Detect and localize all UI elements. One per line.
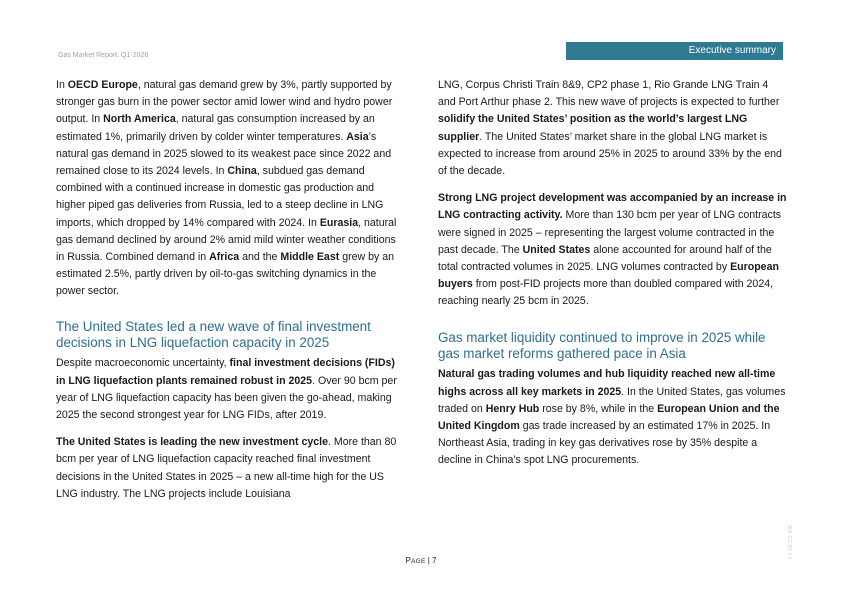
body-text: , natural gas demand grew by 3%, partly supported by stronger gas burn in the power sector amid lower wind and hydro power output. In bbox=[56, 79, 393, 126]
emphasis-text: solidify the United States’ position as the world’s largest LNG supplier bbox=[438, 113, 748, 143]
emphasis-text: OECD Europe bbox=[67, 79, 138, 91]
emphasis-text: final investment decisions (FIDs) in LNG liquefaction plants remained robust in 2025 bbox=[56, 357, 395, 387]
body-text: In bbox=[56, 79, 68, 91]
paragraph-regional-demand bbox=[56, 77, 406, 301]
section-title: Executive summary bbox=[688, 45, 776, 56]
paragraph-fids-robust bbox=[56, 355, 406, 424]
body-text: gas trade increased by an estimated 17% in 2025. In Northeast Asia, trading in key gas derivatives rose by 35% despite a decline in China’s spot LNG procurements. bbox=[438, 420, 771, 467]
body-text: from post-FID projects more than doubled compared with 2024, reaching nearly 25 bcm in 2025. bbox=[438, 278, 774, 308]
emphasis-text: Natural gas trading volumes and hub liquidity reached new all-time highs across all key markets in 2025 bbox=[438, 368, 776, 398]
emphasis-text: North America bbox=[103, 113, 176, 126]
page-label bbox=[405, 558, 425, 565]
page-separator: | bbox=[425, 556, 433, 565]
license-mark: IEA. CC BY 4.0. bbox=[786, 525, 792, 561]
body-text: . In the United States, gas volumes traded on bbox=[438, 385, 786, 415]
emphasis-text: Eurasia bbox=[319, 216, 359, 229]
emphasis-text: The United States is leading the new investment cycle bbox=[56, 436, 328, 449]
body-text: Despite macroeconomic uncertainty, bbox=[56, 357, 230, 370]
body-text: alone accounted for around half of the total contracted volumes in 2025. LNG volumes contracted by bbox=[438, 243, 772, 274]
body-text: , natural gas demand declined by around 2% amid mild winter weather conditions in Russia. Combined demand in bbox=[56, 216, 397, 264]
body-text: LNG, Corpus Christi Train 8&9, CP2 phase 1, Rio Grande LNG Train 4 and Port Arthur phase 2. This new wave of projects is expected to further bbox=[438, 79, 780, 109]
heading-us-fids: The United States led a new wave of final investment decisions in LNG liquefaction capacity in 2025 bbox=[56, 318, 371, 351]
body-text: , natural gas consumption increased by an estimated 1%, primarily driven by colder winter temperatures. bbox=[56, 113, 375, 143]
emphasis-text: European Union and the United Kingdom bbox=[438, 402, 780, 433]
emphasis-text: Henry Hub bbox=[485, 402, 540, 415]
page-footer bbox=[0, 556, 842, 565]
emphasis-text: United States bbox=[522, 243, 591, 256]
body-text: rose by 8%, while in the bbox=[539, 402, 658, 415]
page-label-initial: P bbox=[405, 556, 412, 565]
paragraph-lng-contracting bbox=[438, 190, 788, 310]
page-label-rest: AGE bbox=[411, 558, 426, 565]
body-text: and the bbox=[239, 251, 281, 264]
right-column bbox=[438, 77, 788, 480]
body-text: . Over 90 bcm per year of LNG liquefaction capacity has been given the go-ahead, making 2025 the second strongest year for LNG FIDs, after 2019. bbox=[56, 374, 397, 422]
body-text: grew by an estimated 2.5%, partly driven by oil-to-gas switching dynamics in the power sector. bbox=[56, 251, 395, 298]
report-title: Gas Market Report, Q1-2026 bbox=[58, 52, 149, 59]
paragraph-us-projects bbox=[438, 77, 788, 180]
emphasis-text: Asia bbox=[346, 130, 369, 143]
emphasis-text: European buyers bbox=[438, 261, 779, 291]
body-text: More than 130 bcm per year of LNG contracts were signed in 2025 – representing the largest volume contracted in the past decade. The bbox=[438, 209, 782, 256]
body-text: , subdued gas demand combined with a continued increase in domestic gas production and higher piped gas deliveries from Russia, led to a steep decline in LNG imports, which dropped by 14% compared with 2024. In bbox=[56, 165, 384, 229]
emphasis-text: Africa bbox=[209, 251, 240, 264]
heading-market-liquidity: Gas market liquidity continued to improve in 2025 while gas market reforms gathered pace in Asia bbox=[438, 329, 766, 362]
body-text: . More than 80 bcm per year of LNG liquefaction capacity reached final investment decisions in the United States in 2025 – a new all-time high for the US LNG industry. The LNG projects include Louisiana bbox=[56, 436, 397, 500]
emphasis-text: China bbox=[227, 165, 257, 178]
body-text: ’s natural gas demand in 2025 slowed to its weakest pace since 2022 and remained close to its 2024 levels. In bbox=[56, 130, 392, 178]
paragraph-trading-volumes bbox=[438, 366, 788, 469]
emphasis-text: Strong LNG project development was accompanied by an increase in LNG contracting activity. bbox=[438, 192, 787, 222]
left-column bbox=[56, 77, 406, 513]
emphasis-text: Middle East bbox=[280, 251, 340, 264]
body-text: . The United States’ market share in the global LNG market is expected to increase from around 25% in 2025 to around 33% by the end of the decade. bbox=[438, 130, 782, 178]
section-banner bbox=[566, 42, 783, 60]
page-number: 7 bbox=[432, 556, 437, 565]
paragraph-us-investment-cycle bbox=[56, 434, 406, 503]
